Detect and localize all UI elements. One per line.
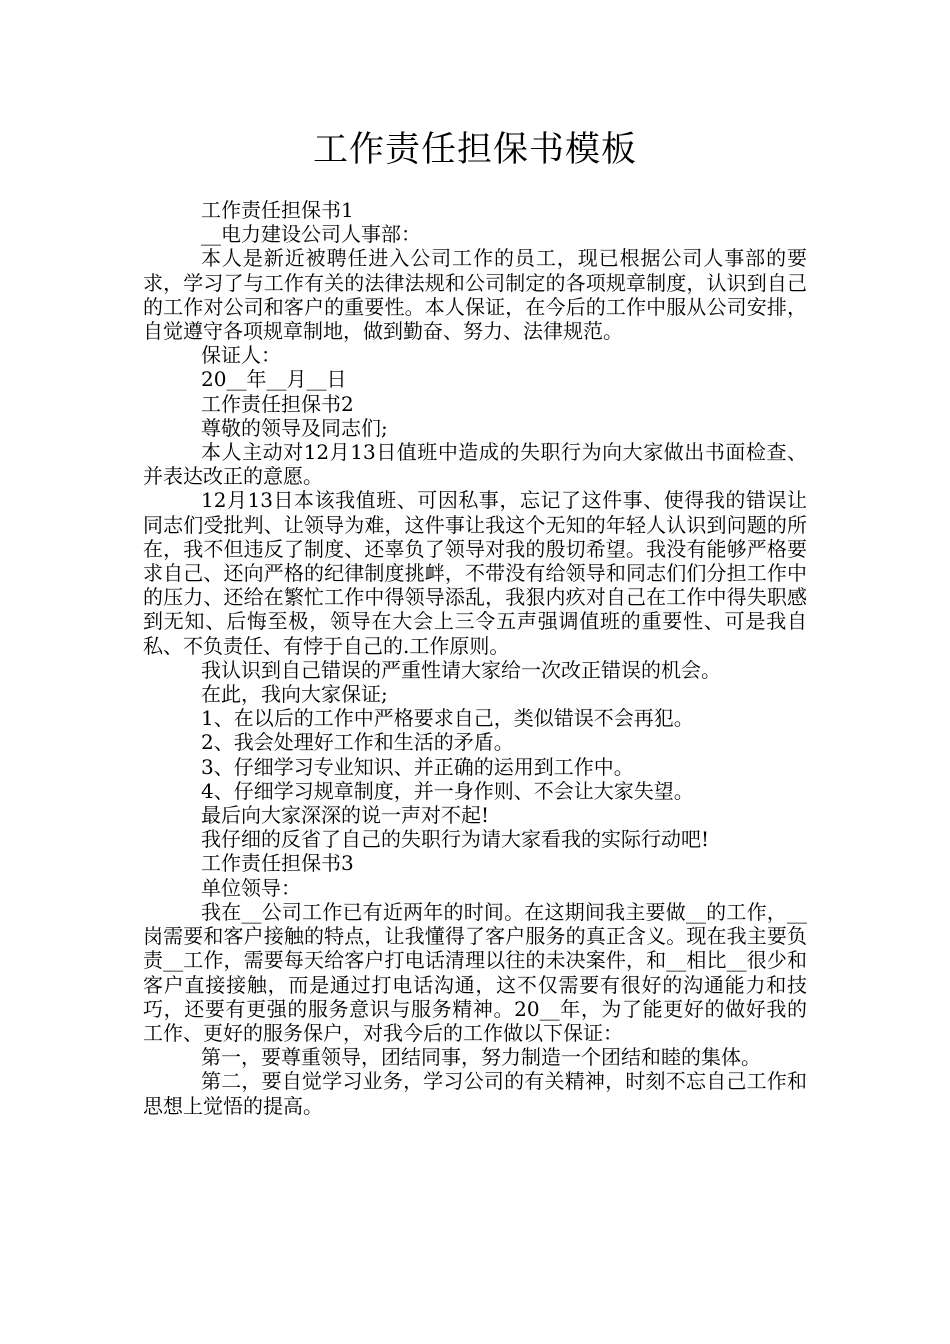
paragraph: 我认识到自己错误的严重性请大家给一次改正错误的机会。: [201, 657, 721, 682]
paragraph: 20__年__月__日: [201, 367, 347, 392]
paragraph: 工作责任担保书3: [201, 851, 354, 876]
paragraph: 3、仔细学习专业知识、并正确的运用到工作中。: [201, 754, 634, 779]
paragraph: 本人是新近被聘任进入公司工作的员工，现已根据公司人事部的要求，学习了与工作有关的法律法规和公司制定的各项规章制度，认识到自己的工作对公司和客户的重要性。本人保证，在今后的工作中服从公司安排，自觉遵守各项规章制地，做到勤奋、努力、法律规范。: [143, 246, 807, 344]
paragraph: 本人主动对12月13日值班中造成的失职行为向大家做出书面检查、并表达改正的意愿。: [143, 440, 807, 489]
paragraph: 4、仔细学习规章制度，并一身作则、不会让大家失望。: [201, 778, 694, 803]
paragraph: 最后向大家深深的说一声对不起!: [201, 803, 490, 828]
paragraph: 我仔细的反省了自己的失职行为请大家看我的实际行动吧!: [201, 827, 710, 852]
paragraph: 工作责任担保书2: [201, 391, 354, 416]
document-title: 工作责任担保书模板: [312, 130, 637, 170]
paragraph: 2、我会处理好工作和生活的矛盾。: [201, 730, 514, 755]
paragraph: 12月13日本该我值班、可因私事，忘记了这件事、使得我的错误让同志们受批判、让领导为难，这件事让我这个无知的年轻人认识到问题的所在，我不但违反了制度、还辜负了领导对我的殷切希望。我没有能够严格要求自己、还向严格的纪律制度挑衅，不带没有给领导和同志们们分担工作中的压力、还给在繁忙工作中得领导添乱，我狠内疚对自己在工作中得失职感到无知、后悔至极，领导在大会上三令五声强调值班的重要性、可是我自私、不负责任、有悖于自己的.工作原则。: [143, 488, 807, 658]
paragraph: 保证人：: [201, 343, 281, 368]
paragraph: 第二，要自觉学习业务，学习公司的有关精神，时刻不忘自己工作和思想上觉悟的提高。: [143, 1069, 807, 1118]
paragraph: 我在__公司工作已有近两年的时间。在这期间我主要做__的工作，__岗需要和客户接触的特点，让我懂得了客户服务的真正含义。现在我主要负责__工作，需要每天给客户打电话清理以往的未决案件，和__相比__很少和客户直接接触，而是通过打电话沟通，这不仅需要有很好的沟通能力和技巧，还要有更强的服务意识与服务精神。20__年，为了能更好的做好我的工作、更好的服务保户，对我今后的工作做以下保证：: [143, 899, 807, 1045]
paragraph: 单位领导：: [201, 875, 301, 900]
paragraph: 尊敬的领导及同志们;: [201, 415, 388, 440]
document-body: [143, 198, 807, 1118]
paragraph: 工作责任担保书1: [201, 198, 354, 222]
paragraph: __电力建设公司人事部：: [201, 222, 421, 247]
paragraph: 在此，我向大家保证;: [201, 682, 388, 707]
paragraph: 1、在以后的工作中严格要求自己，类似错误不会再犯。: [201, 706, 694, 731]
paragraph: 第一，要尊重领导，团结同事，努力制造一个团结和睦的集体。: [201, 1045, 761, 1070]
